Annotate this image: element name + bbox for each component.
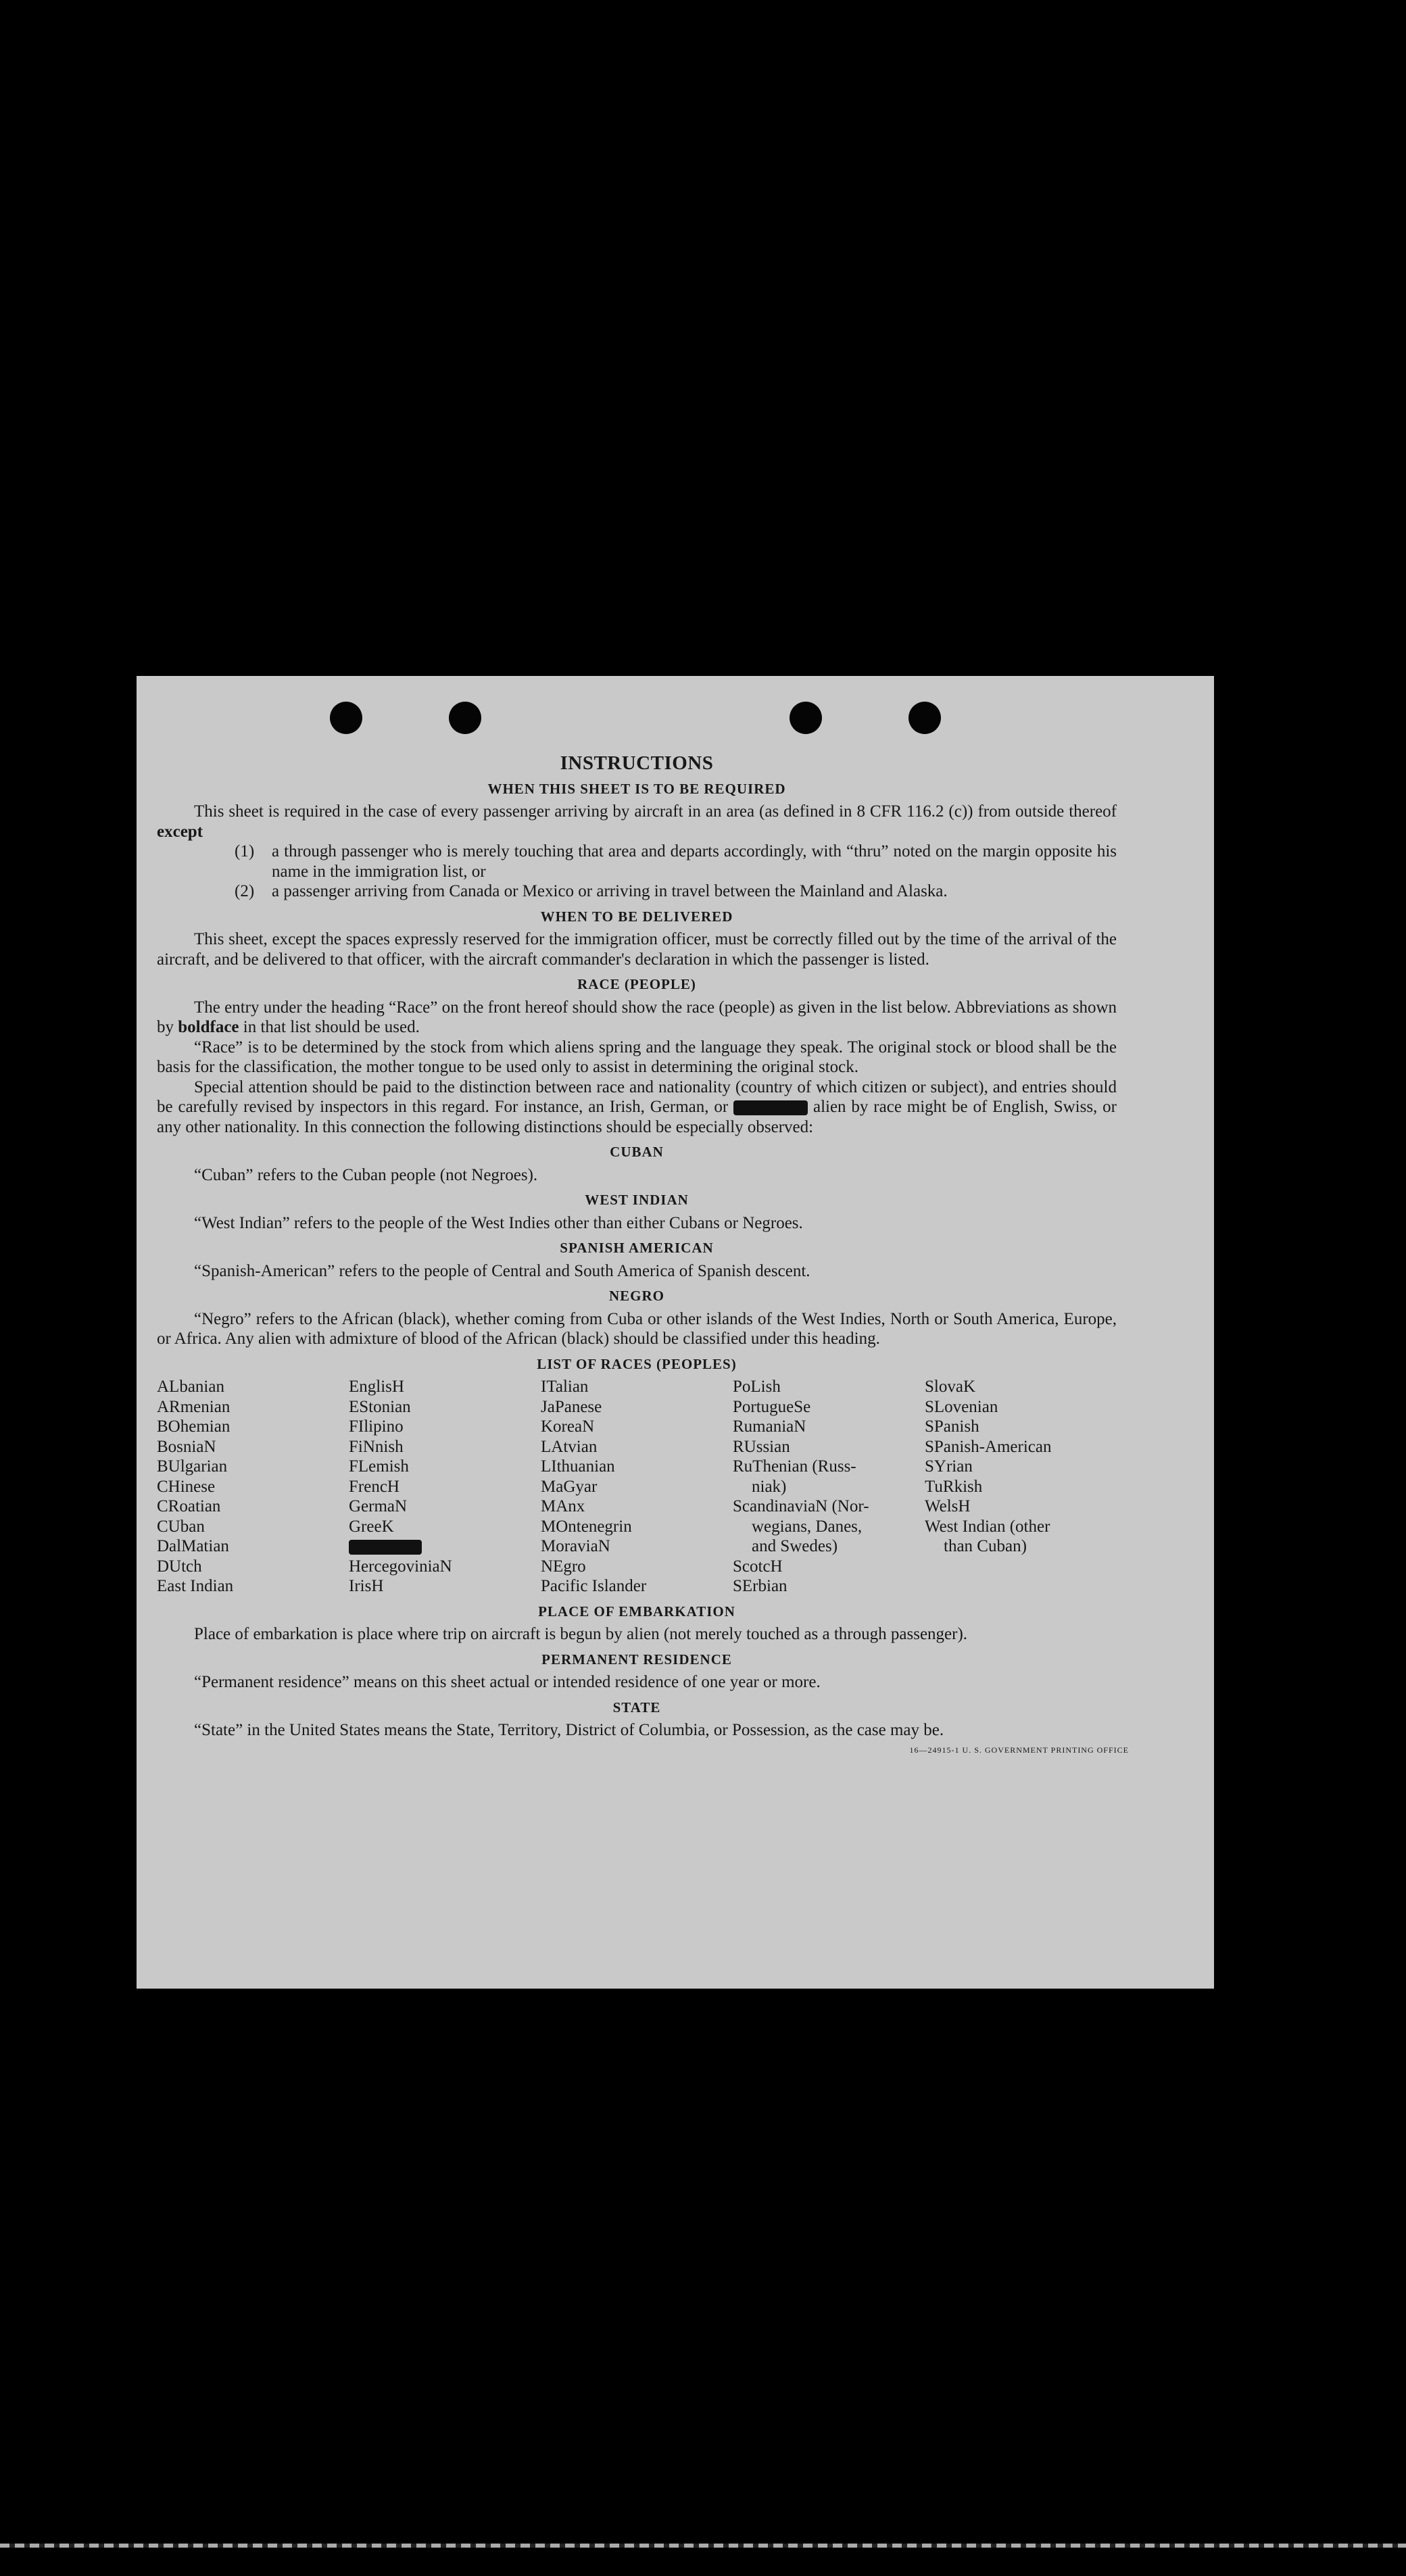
race-entry: SLovenian	[925, 1397, 998, 1416]
race-entry: MaGyar	[541, 1477, 598, 1496]
list-item: (1) a through passenger who is merely touching that area and departs accordingly, with “thru” noted on the margin opposite his name in the immigration list, or	[235, 842, 1117, 881]
heading-permanent-residence: PERMANENT RESIDENCE	[541, 1651, 732, 1668]
redaction-mark	[733, 1100, 808, 1115]
race-entry: FiNnish	[349, 1437, 404, 1456]
race-entry: Pacific Islander	[541, 1577, 647, 1595]
race-entry: and Swedes)	[752, 1537, 838, 1555]
race-entry: ScotcH	[733, 1557, 783, 1576]
race-entry: JaPanese	[541, 1397, 602, 1416]
race-entry: CUban	[157, 1517, 205, 1536]
paragraph-negro: “Negro” refers to the African (black), whether coming from Cuba or other islands of the West Indies, North or South America, Europe, or Africa. Any alien with admixture of blood of the African (black) should be classified under this heading.	[157, 1309, 1117, 1348]
punch-hole	[908, 702, 941, 734]
race-entry: SPanish	[925, 1417, 979, 1436]
paragraph-when-required: This sheet is required in the case of every passenger arriving by aircraft in an area (as defined in 8 CFR 116.2 (c)) from outside thereof except	[157, 802, 1117, 841]
race-entry: RuThenian (Russ-	[733, 1457, 856, 1476]
race-entry: ITalian	[541, 1378, 589, 1396]
heading-race: RACE (PEOPLE)	[577, 976, 696, 992]
race-entry: LAtvian	[541, 1437, 598, 1456]
races-column	[349, 1377, 541, 1597]
race-entry: FrencH	[349, 1477, 399, 1496]
punch-hole	[790, 702, 822, 734]
heading-when-delivered: WHEN TO BE DELIVERED	[540, 908, 733, 925]
heading-cuban: CUBAN	[610, 1144, 664, 1160]
printer-mark: 16—24915-1 U. S. GOVERNMENT PRINTING OFFICE	[909, 1745, 1129, 1755]
race-entry: IrisH	[349, 1577, 384, 1595]
race-entry: GreeK	[349, 1517, 394, 1536]
race-entry: ScandinaviaN (Nor-	[733, 1497, 869, 1515]
paragraph-race-2: “Race” is to be determined by the stock from which aliens spring and the language they speak. The original stock or blood shall be the basis for the classification, the mother tongue to be used only to assist in determining the original stock.	[157, 1038, 1117, 1076]
heading-west-indian: WEST INDIAN	[585, 1192, 689, 1208]
document-title: INSTRUCTIONS	[560, 752, 714, 774]
race-entry: PortugueSe	[733, 1397, 811, 1416]
paragraph-when-delivered: This sheet, except the spaces expressly reserved for the immigration officer, must be correctly filled out by the time of the arrival of the aircraft, and be delivered to that officer, with the aircraft commander's declaration in which the passenger is listed.	[157, 930, 1117, 969]
document-content	[157, 752, 1129, 1760]
race-entry: RumaniaN	[733, 1417, 806, 1436]
race-entry: West Indian (other	[925, 1517, 1050, 1536]
races-column	[925, 1377, 1117, 1597]
race-entry: ARmenian	[157, 1397, 231, 1416]
paragraph-race-3: Special attention should be paid to the distinction between race and nationality (country of which citizen or subject), and entries should be carefully revised by inspectors in this regard. For instance, an Irish, German, or alien by race might be of English, Swiss, or any other nationality. In this connection the following distinctions should be especially observed:	[157, 1077, 1117, 1136]
race-entry: BosniaN	[157, 1437, 216, 1456]
race-entry: East Indian	[157, 1577, 234, 1595]
race-entry: MOntenegrin	[541, 1517, 632, 1536]
race-entry-redacted	[349, 1536, 541, 1557]
heading-spanish-american: SPANISH AMERICAN	[560, 1240, 714, 1256]
paragraph-west-indian: “West Indian” refers to the people of the West Indies other than either Cubans or Negroes.	[194, 1213, 803, 1232]
race-entry: DUtch	[157, 1557, 202, 1576]
paragraph-spanish-american: “Spanish-American” refers to the people of Central and South America of Spanish descent.	[194, 1261, 810, 1280]
list-item: (2) a passenger arriving from Canada or Mexico or arriving in travel between the Mainland and Alaska.	[235, 882, 948, 900]
race-entry: LIthuanian	[541, 1457, 615, 1476]
race-entry: SErbian	[733, 1577, 787, 1595]
race-entry: FLemish	[349, 1457, 409, 1476]
footer	[157, 1741, 1129, 1761]
race-entry: WelsH	[925, 1497, 971, 1515]
punch-hole	[449, 702, 481, 734]
race-entry: SlovaK	[925, 1378, 975, 1396]
heading-when-required: WHEN THIS SHEET IS TO BE REQUIRED	[487, 780, 786, 797]
race-entry: RUssian	[733, 1437, 790, 1456]
races-column	[157, 1377, 349, 1597]
heading-list-of-races: LIST OF RACES (PEOPLES)	[537, 1355, 737, 1372]
race-entry: NEgro	[541, 1557, 586, 1576]
race-entry: HercegoviniaN	[349, 1557, 452, 1576]
race-entry: MAnx	[541, 1497, 585, 1515]
heading-place-of-embarkation: PLACE OF EMBARKATION	[538, 1603, 735, 1620]
races-column	[541, 1377, 733, 1597]
race-entry: SPanish-American	[925, 1437, 1052, 1456]
heading-state: STATE	[612, 1699, 661, 1716]
paragraph-state: “State” in the United States means the State, Territory, District of Columbia, or Possession, as the case may be.	[194, 1721, 944, 1739]
paragraph-permanent-residence: “Permanent residence” means on this sheet actual or intended residence of one year or more.	[194, 1673, 821, 1691]
race-entry: PoLish	[733, 1378, 781, 1396]
race-entry: niak)	[752, 1477, 787, 1496]
punch-hole	[330, 702, 362, 734]
race-entry: CRoatian	[157, 1497, 221, 1515]
heading-negro: NEGRO	[608, 1288, 664, 1304]
race-entry: SYrian	[925, 1457, 973, 1476]
race-entry: CHinese	[157, 1477, 216, 1496]
paragraph-cuban: “Cuban” refers to the Cuban people (not Negroes).	[194, 1165, 538, 1184]
race-entry: GermaN	[349, 1497, 408, 1515]
redaction-mark	[349, 1540, 422, 1555]
race-entry: ALbanian	[157, 1378, 224, 1396]
paragraph-place-of-embarkation: Place of embarkation is place where trip on aircraft is begun by alien (not merely touched as a through passenger).	[194, 1625, 968, 1643]
race-entry: BUlgarian	[157, 1457, 228, 1476]
scan-edge-strip	[0, 2544, 1406, 2548]
race-entry: KoreaN	[541, 1417, 595, 1436]
race-entry: MoraviaN	[541, 1537, 610, 1555]
race-entry: DalMatian	[157, 1537, 229, 1555]
race-entry: FIlipino	[349, 1417, 404, 1436]
document-sheet	[137, 676, 1214, 1989]
race-entry: wegians, Danes,	[752, 1517, 863, 1536]
race-entry: EStonian	[349, 1397, 411, 1416]
races-table	[157, 1377, 1117, 1597]
races-column	[733, 1377, 925, 1597]
race-entry: BOhemian	[157, 1417, 231, 1436]
race-entry: TuRkish	[925, 1477, 983, 1496]
paragraph-race-1: The entry under the heading “Race” on the front hereof should show the race (people) as given in the list below. Abbreviations as shown by boldface in that list should be used.	[157, 998, 1117, 1036]
race-entry: EnglisH	[349, 1378, 404, 1396]
race-entry: than Cuban)	[944, 1537, 1027, 1555]
